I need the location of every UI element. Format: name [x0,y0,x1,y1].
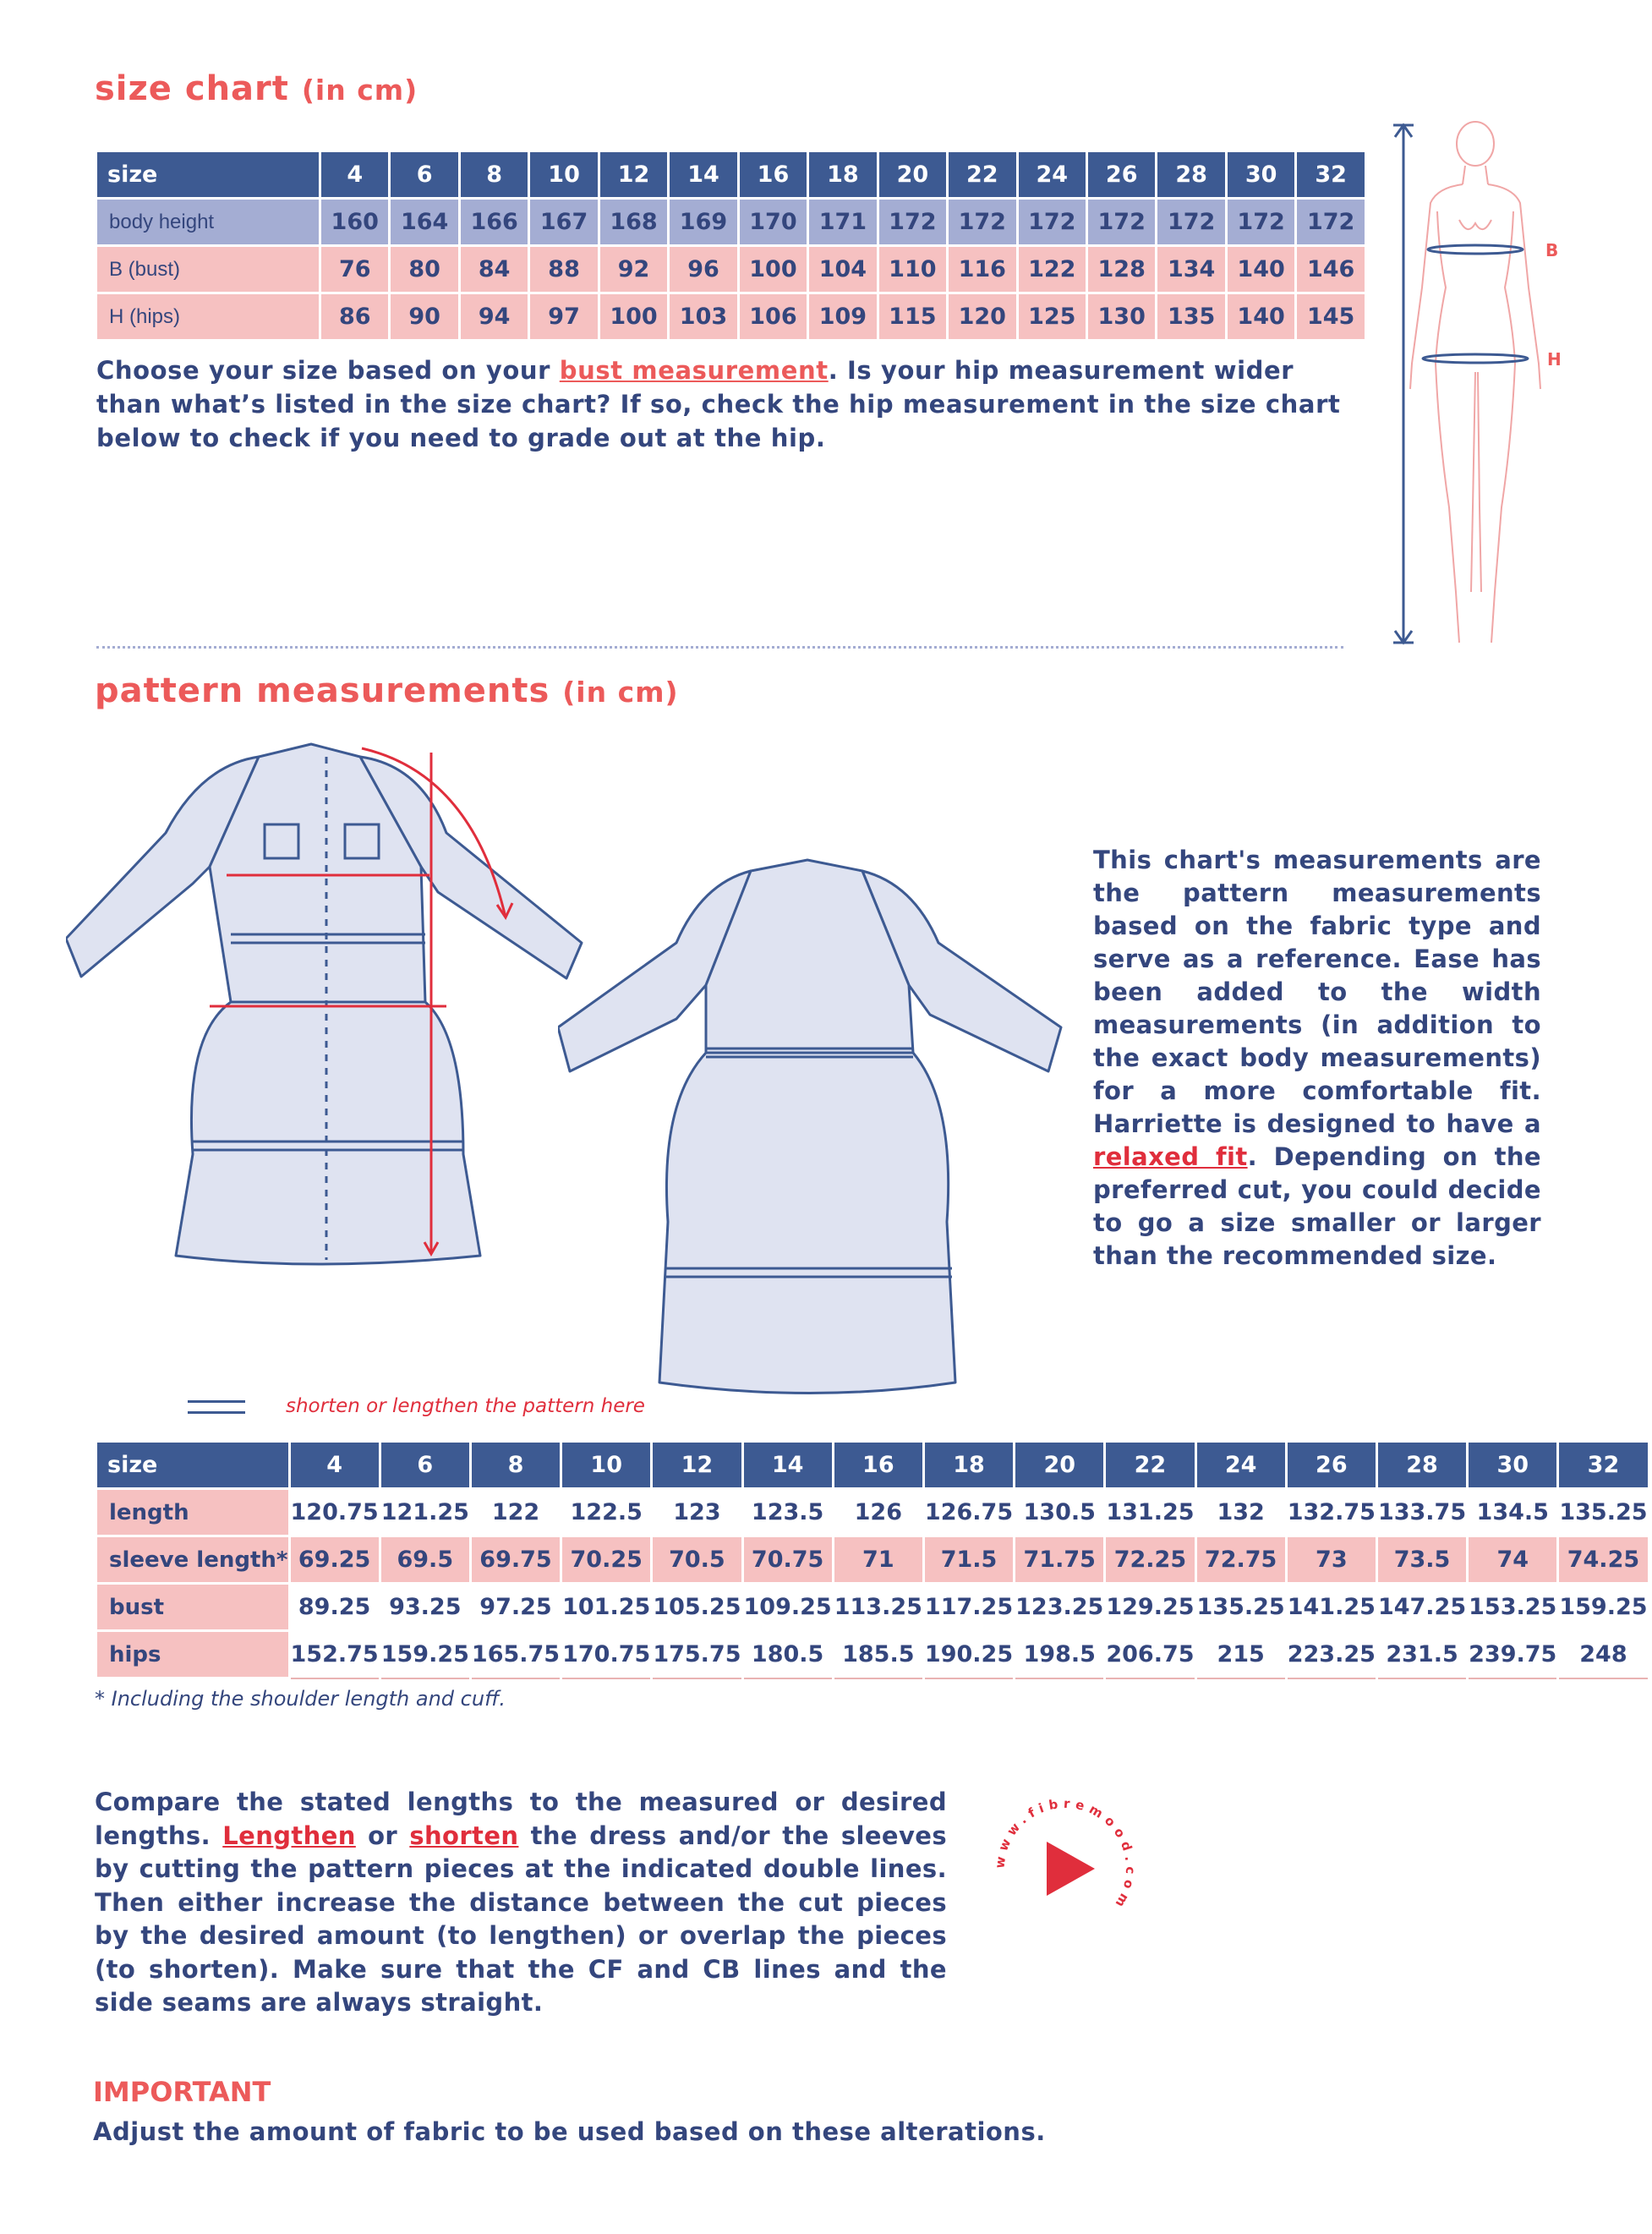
row-label: H (hips) [96,293,320,341]
table-cell: 130.5 [1015,1489,1105,1536]
table-cell: 130 [1086,293,1156,341]
size-header-cell: 10 [529,151,599,199]
table-cell: 122.5 [561,1489,652,1536]
size-header-cell: 6 [380,1442,470,1489]
table-cell: 69.75 [470,1536,561,1584]
size-header-cell: 22 [1105,1442,1195,1489]
table-cell: 170 [738,199,807,246]
front-skirt [176,1002,480,1264]
table-cell: 140 [1226,246,1295,293]
table-cell: 71.75 [1015,1536,1105,1584]
adjust-or: or [355,1821,410,1850]
size-chart-table [95,150,1367,342]
table-cell: 172 [1086,199,1156,246]
table-row [96,1631,1649,1678]
table-cell: 131.25 [1105,1489,1195,1536]
size-header-cell: 12 [652,1442,742,1489]
table-cell: 125 [1017,293,1086,341]
table-cell: 101.25 [561,1584,652,1631]
row-label: sleeve length* [96,1536,290,1584]
table-cell: 140 [1226,293,1295,341]
pattern-desc-post: . Depending on the preferred cut, you could decide to go a size smaller or larger than the recommended size. [1093,1142,1541,1270]
table-cell: 84 [459,246,528,293]
table-cell: 175.75 [652,1631,742,1678]
pattern-footnote: * Including the shoulder length and cuff. [95,1687,506,1711]
table-cell: 70.5 [652,1536,742,1584]
table-cell: 172 [878,199,947,246]
table-cell: 164 [390,199,459,246]
table-cell: 117.25 [923,1584,1014,1631]
pattern-title [95,671,679,710]
table-cell: 172 [1157,199,1226,246]
size-header-cell: 14 [669,151,738,199]
table-cell: 169 [669,199,738,246]
table-cell: 92 [599,246,668,293]
size-chart-note [96,353,1352,455]
table-cell: 190.25 [923,1631,1014,1678]
table-cell: 105.25 [652,1584,742,1631]
table-cell: 145 [1296,293,1366,341]
pattern-desc-pre: This chart's measurements are the pattern measurements based on the fabric type and serve as a reference. Ease has been added to the width measurements (in addition to the exact body measurements) for a more comfortable fit. Harriette is designed to have a [1093,846,1541,1138]
table-cell: 109.25 [742,1584,833,1631]
row-label: hips [96,1631,290,1678]
table-cell: 206.75 [1105,1631,1195,1678]
table-cell: 172 [1017,199,1086,246]
bust-marker-label: B [1545,240,1559,260]
table-cell: 72.75 [1195,1536,1286,1584]
table-cell: 152.75 [289,1631,380,1678]
table-cell: 123 [652,1489,742,1536]
table-cell: 198.5 [1015,1631,1105,1678]
table-cell: 100 [738,246,807,293]
body-figure-diagram [1378,118,1573,660]
hip-marker-label: H [1547,349,1562,370]
pattern-title-text: pattern measurements [95,671,550,710]
size-header-cell: 20 [878,151,947,199]
table-cell: 106 [738,293,807,341]
size-header-cell: 16 [738,151,807,199]
table-cell: 104 [808,246,878,293]
size-chart-title-text: size chart [95,69,289,108]
table-cell: 109 [808,293,878,341]
table-cell: 73 [1286,1536,1376,1584]
size-header-cell: 10 [561,1442,652,1489]
size-header-cell: 8 [470,1442,561,1489]
table-cell: 172 [948,199,1017,246]
size-header-cell: 30 [1226,151,1295,199]
hip-line [1423,354,1528,363]
size-chart-title [95,69,418,108]
table-cell: 74 [1468,1536,1558,1584]
table-cell: 123.5 [742,1489,833,1536]
table-row [96,199,1366,246]
table-cell: 126 [833,1489,923,1536]
size-note-pre: Choose your size based on your [96,356,560,385]
table-cell: 69.25 [289,1536,380,1584]
table-cell: 76 [320,246,390,293]
table-cell: 165.75 [470,1631,561,1678]
size-header-cell: 8 [459,151,528,199]
table-cell: 89.25 [289,1584,380,1631]
table-cell: 141.25 [1286,1584,1376,1631]
table-cell: 96 [669,246,738,293]
table-cell: 120 [948,293,1017,341]
table-cell: 103 [669,293,738,341]
size-header-cell: 4 [320,151,390,199]
size-header-label: size [96,1442,290,1489]
table-cell: 94 [459,293,528,341]
dress-front-illustration [66,731,607,1273]
woman-silhouette [1410,122,1540,643]
shorten-lengthen-legend-icon [188,1400,245,1414]
pattern-measurements-table [95,1440,1650,1679]
size-header-cell: 12 [599,151,668,199]
table-cell: 223.25 [1286,1631,1376,1678]
table-cell: 180.5 [742,1631,833,1678]
table-cell: 171 [808,199,878,246]
table-cell: 123.25 [1015,1584,1105,1631]
table-cell: 128 [1086,246,1156,293]
row-label: bust [96,1584,290,1631]
important-text: Adjust the amount of fabric to be used based on these alterations. [93,2117,1046,2146]
table-cell: 135 [1157,293,1226,341]
row-label: body height [96,199,320,246]
table-row [96,1489,1649,1536]
table-cell: 239.75 [1468,1631,1558,1678]
table-row [96,1584,1649,1631]
table-cell: 71.5 [923,1536,1014,1584]
table-cell: 134 [1157,246,1226,293]
size-header-cell: 24 [1195,1442,1286,1489]
table-cell: 70.75 [742,1536,833,1584]
adjust-text-1: Compare the stated lengths to the measured or desired lengths. [95,1788,947,1850]
table-cell: 168 [599,199,668,246]
table-cell: 231.5 [1376,1631,1467,1678]
table-cell: 116 [948,246,1017,293]
section-divider [96,646,1343,649]
relaxed-fit-link[interactable]: relaxed fit [1093,1142,1248,1171]
size-note-post: . Is your hip measurement wider than what’s listed in the size chart? If so, check the hip measurement in the size chart below to check if you need to grade out at the hip. [96,356,1341,452]
table-cell: 115 [878,293,947,341]
pattern-unit: (in cm) [562,676,679,709]
back-skirt [659,1053,955,1394]
table-cell: 167 [529,199,599,246]
table-cell: 90 [390,293,459,341]
table-cell: 126.75 [923,1489,1014,1536]
bust-measurement-link[interactable]: bust measurement [559,356,829,385]
size-header-cell: 14 [742,1442,833,1489]
size-header-cell: 16 [833,1442,923,1489]
table-cell: 120.75 [289,1489,380,1536]
table-cell: 159.25 [1558,1584,1649,1631]
table-cell: 93.25 [380,1584,470,1631]
size-header-cell: 28 [1157,151,1226,199]
table-cell: 97.25 [470,1584,561,1631]
table-cell: 71 [833,1536,923,1584]
table-cell: 73.5 [1376,1536,1467,1584]
table-cell: 97 [529,293,599,341]
size-header-cell: 20 [1015,1442,1105,1489]
table-cell: 185.5 [833,1631,923,1678]
size-header-cell: 28 [1376,1442,1467,1489]
table-cell: 134.5 [1468,1489,1558,1536]
table-cell: 121.25 [380,1489,470,1536]
size-header-label: size [96,151,320,199]
table-cell: 74.25 [1558,1536,1649,1584]
badge-ring-text: www.fibremood.com [992,1795,1139,1914]
table-row [96,293,1366,341]
table-cell: 146 [1296,246,1366,293]
shorten-lengthen-legend-text: shorten or lengthen the pattern here [286,1395,645,1417]
bust-line [1428,245,1523,254]
play-icon[interactable] [1047,1842,1095,1896]
table-cell: 72.25 [1105,1536,1195,1584]
table-cell: 122 [470,1489,561,1536]
table-cell: 147.25 [1376,1584,1467,1631]
table-cell: 86 [320,293,390,341]
table-cell: 100 [599,293,668,341]
table-cell: 132 [1195,1489,1286,1536]
table-cell: 113.25 [833,1584,923,1631]
video-badge[interactable] [981,1784,1150,1953]
table-cell: 122 [1017,246,1086,293]
size-header-cell: 18 [923,1442,1014,1489]
size-header-cell: 24 [1017,151,1086,199]
lengthen-link[interactable]: Lengthen [222,1821,356,1850]
table-cell: 172 [1296,199,1366,246]
table-cell: 88 [529,246,599,293]
table-cell: 80 [390,246,459,293]
table-cell: 170.75 [561,1631,652,1678]
size-chart-unit: (in cm) [301,74,418,107]
table-row [96,1536,1649,1584]
important-title: IMPORTANT [93,2076,271,2108]
size-header-cell: 18 [808,151,878,199]
size-header-cell: 22 [948,151,1017,199]
table-cell: 135.25 [1558,1489,1649,1536]
pattern-description [1093,844,1541,1273]
table-cell: 172 [1226,199,1295,246]
table-cell: 69.5 [380,1536,470,1584]
size-header-cell: 32 [1296,151,1366,199]
row-label: length [96,1489,290,1536]
table-cell: 248 [1558,1631,1649,1678]
table-cell: 135.25 [1195,1584,1286,1631]
table-cell: 159.25 [380,1631,470,1678]
size-header-cell: 32 [1558,1442,1649,1489]
table-cell: 153.25 [1468,1584,1558,1631]
table-cell: 132.75 [1286,1489,1376,1536]
adjust-text-2: the dress and/or the sleeves by cutting the pattern pieces at the indicated double lines. Then either increase the distance between the cut pieces by the desired amount (to lengthen) or overlap the pieces (to shorten). Make sure that the CF and CB lines and the side seams are always straight. [95,1821,947,2017]
table-cell: 160 [320,199,390,246]
size-header-cell: 4 [289,1442,380,1489]
shorten-link[interactable]: shorten [409,1821,519,1850]
table-row [96,246,1366,293]
size-header-cell: 26 [1286,1442,1376,1489]
dress-back-illustration [558,850,1082,1399]
adjust-instructions [95,1786,947,2020]
table-cell: 133.75 [1376,1489,1467,1536]
table-cell: 215 [1195,1631,1286,1678]
table-cell: 166 [459,199,528,246]
size-header-cell: 30 [1468,1442,1558,1489]
row-label: B (bust) [96,246,320,293]
size-header-cell: 26 [1086,151,1156,199]
size-header-cell: 6 [390,151,459,199]
table-cell: 129.25 [1105,1584,1195,1631]
table-cell: 110 [878,246,947,293]
table-cell: 70.25 [561,1536,652,1584]
